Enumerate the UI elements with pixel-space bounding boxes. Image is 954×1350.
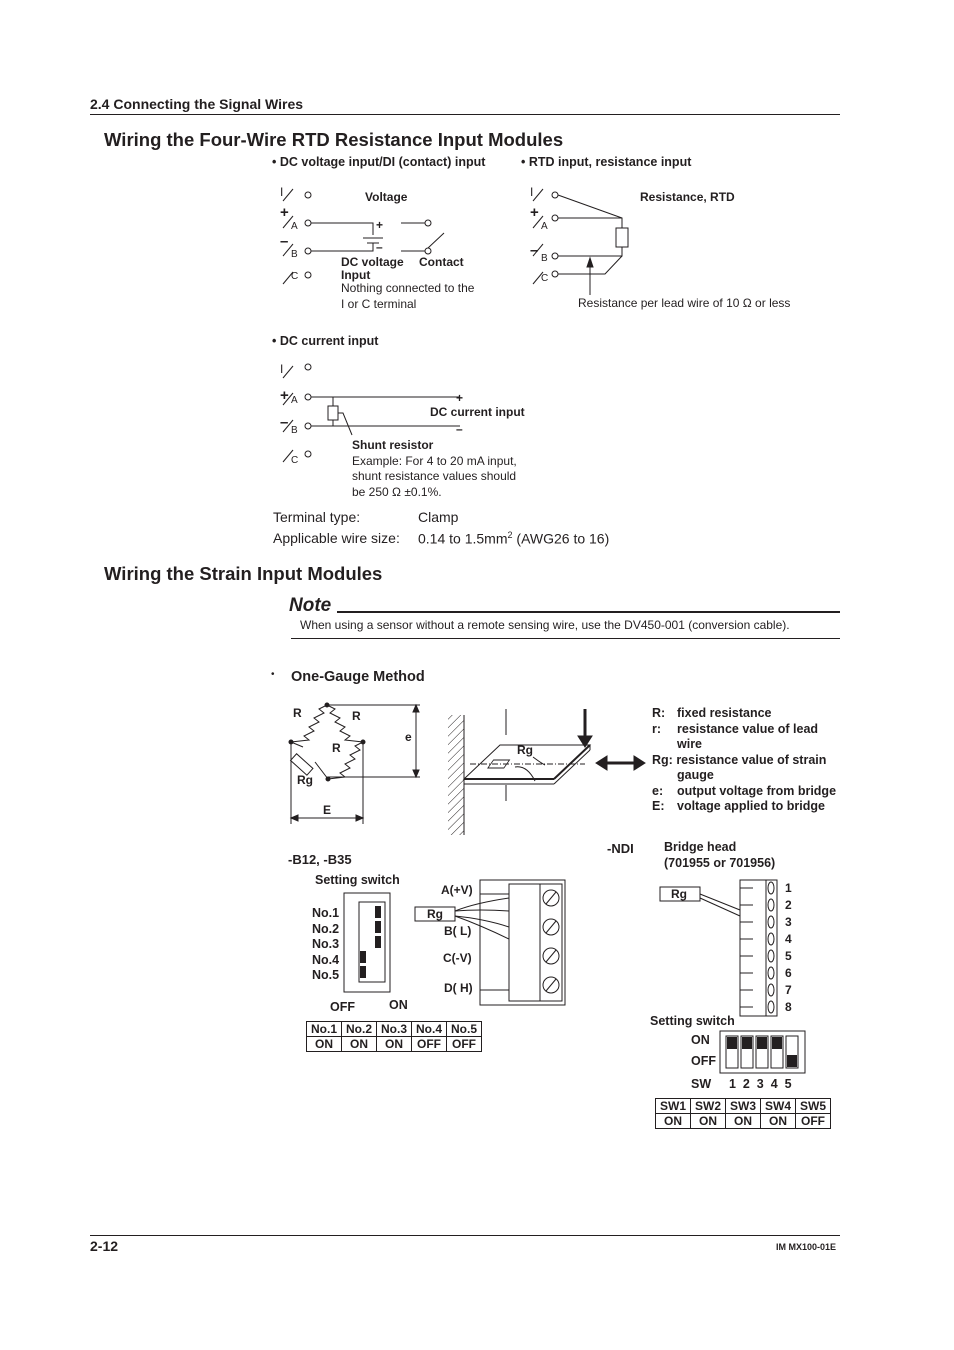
ndi-table-val-5: OFF (796, 1114, 831, 1129)
b12-on-label: ON (389, 998, 408, 1012)
b12-table-val-4: OFF (412, 1037, 447, 1052)
ndi-pin-screw-5 (768, 950, 774, 962)
ndi-switch-lever-4 (772, 1037, 782, 1049)
bridge-head-label: Bridge head (701955 or 701956) (664, 840, 776, 870)
dc-voltage-diagram (270, 180, 510, 315)
note-text: When using a sensor without a remote sensing wire, use the DV450-001 (conversion cable). (300, 618, 790, 632)
cur-terminal-i-label: I (280, 362, 284, 376)
b12-terminal-block (410, 875, 570, 1010)
ndi-switch-lever-1 (727, 1037, 737, 1049)
b12-table-val-1: ON (307, 1037, 342, 1052)
bridge-e-small-label: e (405, 730, 412, 744)
ndi-title: -NDI (607, 841, 634, 856)
shunt-example-line2: shunt resistance values should (352, 469, 517, 483)
legend-row-e: e: output voltage from bridge (652, 783, 837, 798)
b12-title: -B12, -B35 (288, 852, 352, 867)
b12-terminal-a: A(+V) (441, 883, 473, 897)
ndi-table-head-1: SW1 (656, 1099, 691, 1114)
method-bullet: • (271, 669, 275, 680)
ndi-pin-screw-1 (768, 882, 774, 894)
ndi-switch-lever-3 (757, 1037, 767, 1049)
b12-table-val-3: ON (377, 1037, 412, 1052)
b12-switch-lever-2 (375, 921, 381, 933)
b12-switch-lever-5 (360, 966, 366, 978)
shunt-example-line1: Example: For 4 to 20 mA input, (352, 454, 517, 468)
terminal-plus-sign: + (280, 204, 289, 221)
ndi-pin-screw-8 (768, 1001, 774, 1013)
ndi-table-head-2: SW2 (691, 1099, 726, 1114)
ndi-off-label: OFF (691, 1054, 716, 1068)
b12-switch-lever-1 (375, 906, 381, 918)
ndi-pin-label-3: 3 (785, 915, 792, 929)
terminal-a-label: A (291, 221, 298, 232)
ndi-pin-label-7: 7 (785, 983, 792, 997)
section-header: 2.4 Connecting the Signal Wires (90, 96, 304, 112)
resistance-rtd-label: Resistance, RTD (640, 190, 735, 204)
ndi-rg-label: Rg (671, 887, 687, 901)
b12-switch-lever-3 (375, 936, 381, 948)
bridge-rg-label: Rg (297, 773, 313, 787)
legend-row-r: R: fixed resistance (652, 706, 772, 720)
rtd-minus-sign: – (530, 242, 539, 259)
note-title: Note (289, 595, 332, 616)
ndi-pin-screw-7 (768, 984, 774, 996)
ndi-table-head-5: SW5 (796, 1099, 831, 1114)
legend-row-big-e: E: voltage applied to bridge (652, 799, 825, 813)
rtd-terminal-a-label: A (541, 221, 548, 232)
ndi-table-head-3: SW3 (726, 1099, 761, 1114)
ndi-setting-switch-label: Setting switch (650, 1014, 735, 1028)
ndi-bridge-head (655, 876, 805, 1018)
terminal-c-label: C (291, 271, 299, 282)
b12-terminal-c: C(-V) (443, 951, 472, 965)
contact-label: Contact (419, 255, 464, 269)
ndi-pin-screw-3 (768, 916, 774, 928)
footer-rule (90, 1235, 840, 1236)
bridge-diagram (285, 700, 430, 830)
ndi-sw-label: SW (691, 1077, 712, 1091)
legend (652, 706, 836, 815)
ndi-pin-label-2: 2 (785, 898, 792, 912)
header-rule (90, 114, 840, 115)
cur-terminal-b-label: B (291, 425, 298, 436)
b12-setting-switch-label: Setting switch (315, 873, 400, 887)
ndi-pin-screw-4 (768, 933, 774, 945)
ndi-pin-screw-2 (768, 899, 774, 911)
wire-size-label: Applicable wire size: (273, 530, 400, 546)
bridge-r-label-1: R (293, 706, 302, 720)
cur-plus-sign: + (280, 387, 289, 404)
rtd-plus-sign: + (530, 204, 539, 221)
current-plus-sign: + (456, 391, 464, 405)
beam-rg-label: Rg (517, 743, 533, 757)
voltage-plus-sign: + (376, 218, 384, 232)
note-bottom-rule (291, 638, 840, 639)
dc-voltage-label: DC voltage (341, 255, 404, 269)
strain-section-title: Wiring the Strain Input Modules (104, 563, 383, 584)
dc-current-label: DC current input (430, 405, 525, 419)
ndi-pin-label-5: 5 (785, 949, 792, 963)
ndi-sw-numbers: 1 2 3 4 5 (729, 1077, 792, 1091)
b12-table-val-2: ON (342, 1037, 377, 1052)
terminal-i-label: I (280, 185, 284, 199)
ndi-switch-lever-2 (742, 1037, 752, 1049)
one-gauge-method-heading: One-Gauge Method (291, 669, 425, 685)
rtd-terminal-c-label: C (541, 273, 549, 284)
ndi-pin-screw-6 (768, 967, 774, 979)
input-label: Input (341, 268, 371, 282)
terminal-type-label: Terminal type: (273, 509, 361, 525)
beam-diagram (445, 705, 650, 840)
page-number: 2-12 (90, 1238, 119, 1254)
b12-switch-lever-4 (360, 951, 366, 963)
wire-size-value: 0.14 to $1.5mm^2$ (AWG26 to 16) (418, 530, 610, 547)
ndi-table-val-4: ON (761, 1114, 796, 1129)
b12-switch-table (306, 1021, 482, 1052)
terminal-type-value: Clamp (418, 509, 459, 525)
rtd-input-heading: • RTD input, resistance input (521, 155, 692, 169)
b12-table-head-2: No.2 (342, 1022, 377, 1037)
ndi-table-val-2: ON (691, 1114, 726, 1129)
b12-dip-switch (343, 892, 393, 994)
b12-off-label: OFF (330, 1000, 355, 1014)
b12-terminal-b: B( L) (444, 924, 472, 938)
legend-row-rg: Rg: resistance value of strain (652, 752, 827, 767)
legend-row-lead-cont: wire (677, 737, 703, 751)
nothing-connected-line2: I or C terminal (341, 297, 417, 311)
b12-switch-names: No.1 No.2 No.3 No.4 No.5 (312, 906, 340, 982)
shunt-resistor-label: Shunt resistor (352, 438, 434, 452)
cur-terminal-c-label: C (291, 455, 299, 466)
b12-table-val-5: OFF (447, 1037, 482, 1052)
rtd-section-title: Wiring the Four-Wire RTD Resistance Input Modules (104, 129, 564, 150)
rtd-input-diagram (520, 180, 820, 315)
terminal-b-label: B (291, 249, 298, 260)
ndi-switch-lever-5 (787, 1055, 797, 1067)
ndi-table-val-3: ON (726, 1114, 761, 1129)
terminal-minus-sign: – (280, 233, 289, 250)
dc-voltage-heading: • DC voltage input/DI (contact) input (272, 155, 486, 169)
document-id: IM MX100-01E (776, 1242, 837, 1252)
voltage-label: Voltage (365, 190, 408, 204)
ndi-pin-label-1: 1 (785, 881, 792, 895)
b12-rg-label: Rg (427, 907, 443, 921)
ndi-table-head-4: SW4 (761, 1099, 796, 1114)
bridge-e-large-label: E (323, 803, 332, 817)
legend-row-rg-cont: gauge (677, 768, 714, 782)
lead-wire-note: Resistance per lead wire of 10 Ω or less (578, 296, 791, 310)
nothing-connected-line1: Nothing connected to the (341, 281, 475, 295)
ndi-table-val-1: ON (656, 1114, 691, 1129)
dc-current-heading: • DC current input (272, 334, 379, 348)
rtd-terminal-i-label: I (530, 185, 534, 199)
ndi-pin-label-8: 8 (785, 1000, 792, 1014)
cur-terminal-a-label: A (291, 395, 298, 406)
rtd-terminal-b-label: B (541, 253, 548, 264)
ndi-pin-label-6: 6 (785, 966, 792, 980)
bridge-r-label-2: R (352, 709, 361, 723)
ndi-switch-table (655, 1098, 831, 1129)
b12-table-head-5: No.5 (447, 1022, 482, 1037)
voltage-minus-sign: – (376, 240, 383, 254)
cur-minus-sign: – (280, 414, 289, 431)
dc-current-diagram (270, 355, 550, 505)
note-top-rule (337, 611, 840, 613)
bridge-r-label-3: R (332, 741, 341, 755)
legend-row-lead: r: resistance value of lead (652, 721, 819, 736)
b12-table-head-3: No.3 (377, 1022, 412, 1037)
shunt-example-line3: be 250 Ω ±0.1%. (352, 485, 442, 499)
b12-table-head-4: No.4 (412, 1022, 447, 1037)
current-minus-sign: – (456, 422, 463, 436)
ndi-on-label: ON (691, 1033, 710, 1047)
b12-terminal-d: D( H) (444, 981, 473, 995)
ndi-pin-label-4: 4 (785, 932, 792, 946)
b12-table-head-1: No.1 (307, 1022, 342, 1037)
ndi-dip-switch (719, 1030, 809, 1075)
